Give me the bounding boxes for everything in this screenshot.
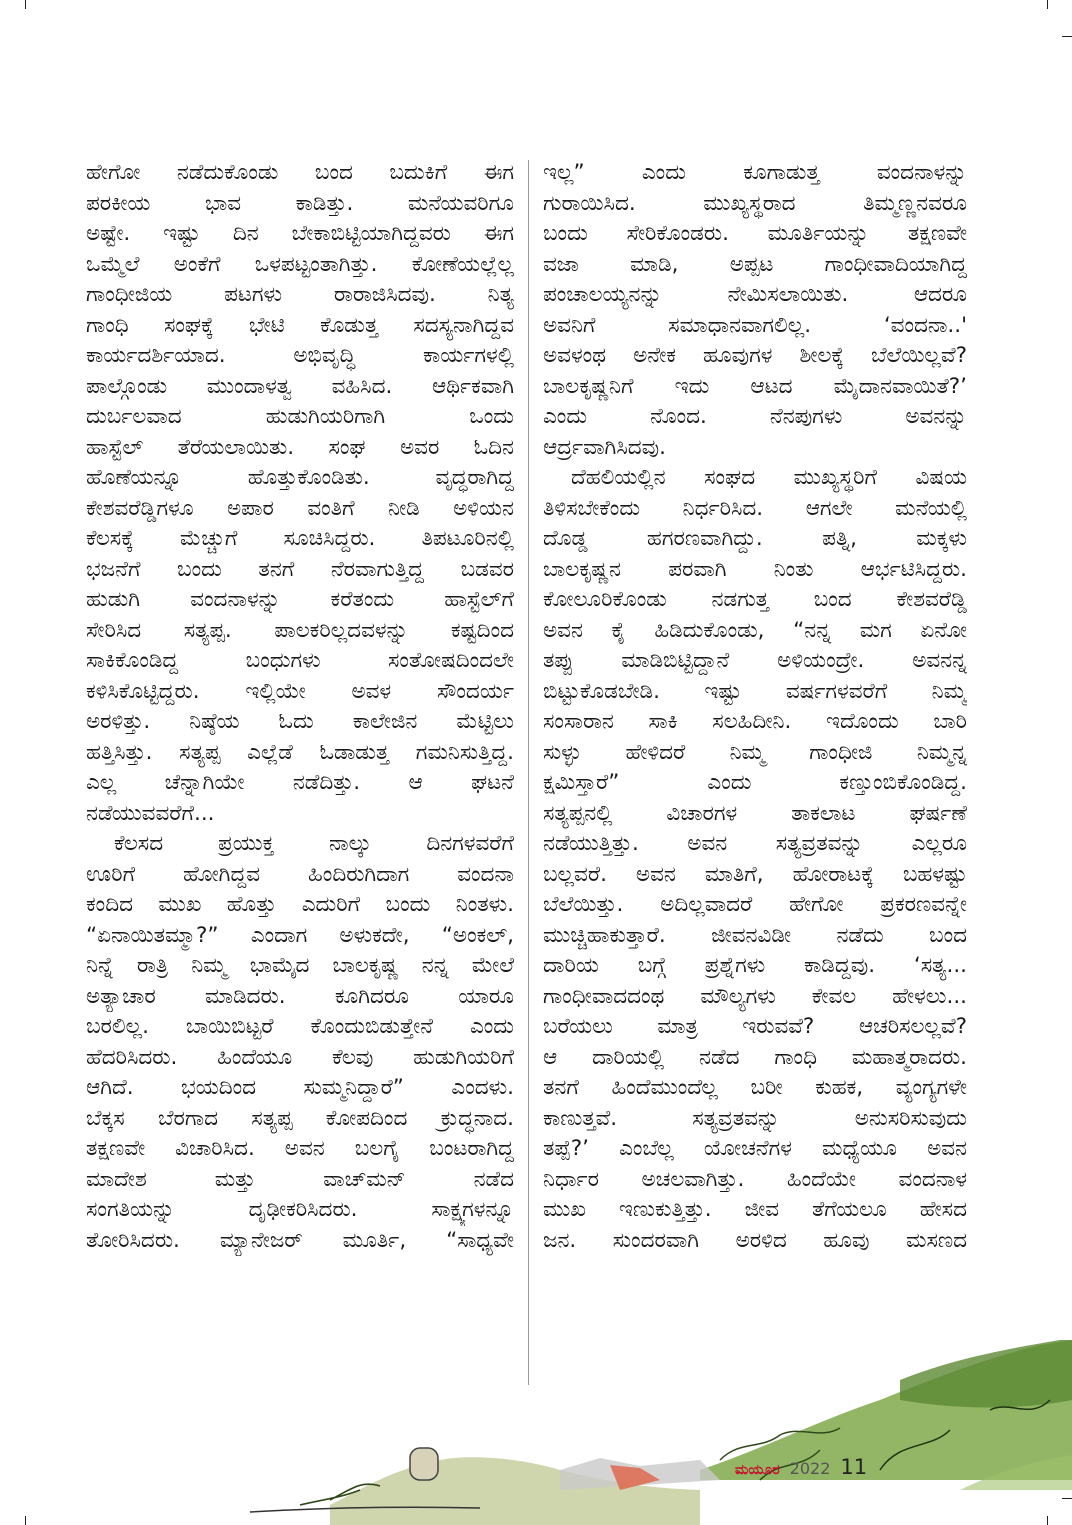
text-line: ಕಂದಿದ ಮುಖ ಹೊತ್ತು ಎದುರಿಗೆ ಬಂದು ನಿಂತಳು. — [86, 892, 514, 917]
text-line: ಅರಳಿತ್ತು. ನಿಷ್ಠೆಯ ಓದು ಕಾಲೇಜಿನ ಮೆಟ್ಟಿಲು — [86, 709, 514, 734]
text-line: ಅವಳಂಥ ಅನೇಕ ಹೂವುಗಳ ಶೀಲಕ್ಕೆ ಬೆಲೆಯಿಲ್ಲವೆ? — [543, 343, 967, 368]
text-line: ಬೆಕ್ಕಸ ಬೆರಗಾದ ಸತ್ಯಪ್ಪ ಕೋಪದಿಂದ ಕ್ರುದ್ಧನಾದ. — [86, 1105, 514, 1131]
text-line: ಹಾಸ್ಟೆಲ್ ತೆರೆಯಲಾಯಿತು. ಸಂಘ ಅವರ ಓದಿನ — [86, 434, 514, 460]
issue-date: 2022 — [789, 1459, 831, 1478]
text-line: ಹೊಣೆಯನ್ನೂ ಹೊತ್ತುಕೊಂಡಿತು. ವೃದ್ಧರಾಗಿದ್ದ — [86, 465, 514, 490]
text-line: ಪಾಲ್ಗೊಂಡು ಮುಂದಾಳತ್ವ ವಹಿಸಿದ. ಆರ್ಥಿಕವಾಗಿ — [86, 373, 514, 399]
crop-mark-top-left — [25, 0, 26, 9]
text-line: ಮುಚ್ಚಿಹಾಕುತ್ತಾರೆ. ಜೀವನವಿಡೀ ನಡೆದು ಬಂದ — [543, 922, 967, 948]
text-line: ಹೇಗೋ ನಡೆದುಕೊಂಡು ಬಂದ ಬದುಕಿಗೆ ಈಗ — [86, 160, 514, 185]
crop-mark-right — [1062, 36, 1072, 37]
text-line: ಕಳಿಸಿಕೊಟ್ಟಿದ್ದರು. ಇಲ್ಲಿಯೇ ಅವಳ ಸೌಂದರ್ಯ — [86, 678, 514, 704]
text-line: ತನಗೆ ಹಿಂದೆಮುಂದೆಲ್ಲ ಬರೀ ಕುಹಕ, ವ್ಯಂಗ್ಯಗಳೇ — [543, 1075, 967, 1100]
text-line: ಬೆಲೆಯಿತ್ತು. ಅದಿಲ್ಲವಾದರೆ ಹೇಗೋ ಪ್ರಕರಣವನ್ನೇ — [543, 892, 967, 917]
text-line: ವಜಾ ಮಾಡಿ, ಅಪ್ಪಟ ಗಾಂಧೀವಾದಿಯಾಗಿದ್ದ — [543, 251, 967, 277]
text-line: ಆರ್ದ್ರವಾಗಿಸಿದವು. — [543, 434, 666, 460]
text-line: ಸಂಸಾರಾನ ಸಾಕಿ ಸಲಹಿದೀನಿ. ಇದೊಂದು ಬಾರಿ — [543, 709, 967, 734]
text-line: ಪಂಚಾಲಯ್ಯನನ್ನು ನೇಮಿಸಲಾಯಿತು. ಆದರೂ — [543, 282, 967, 307]
text-line: ತೋರಿಸಿದರು. ಮ್ಯಾನೇಜರ್ ಮೂರ್ತಿ, “ಸಾಧ್ಯವೇ — [86, 1227, 514, 1253]
text-line: ಕೋಲೂರಿಕೊಂಡು ನಡಗುತ್ತ ಬಂದ ಕೇಶವರೆಡ್ಡಿ — [543, 587, 967, 612]
text-line: ನಡೆಯುತ್ತಿತ್ತು. ಅವನ ಸತ್ಯವ್ರತವನ್ನು ಎಲ್ಲರೂ — [543, 831, 967, 856]
text-line: ಜನ. ಸುಂದರವಾಗಿ ಅರಳಿದ ಹೂವು ಮಸಣದ — [543, 1227, 967, 1253]
crop-mark-top-right — [1047, 0, 1048, 9]
text-line: ಅತ್ಯಾಚಾರ ಮಾಡಿದರು. ಕೂಗಿದರೂ ಯಾರೂ — [86, 983, 514, 1009]
page-footer — [735, 1455, 867, 1479]
landscape-illustration — [0, 1340, 1072, 1525]
text-line: ಬಂದು ಸೇರಿಕೊಂಡರು. ಮೂರ್ತಿಯನ್ನು ತಕ್ಷಣವೇ — [543, 221, 967, 246]
text-line: ನಿರ್ಧಾರ ಅಚಲವಾಗಿತ್ತು. ಹಿಂದೆಯೇ ವಂದನಾಳ — [543, 1166, 967, 1192]
text-line: ಕ್ಷಮಿಸ್ತಾರೆ” ಎಂದು ಕಣ್ತುಂಬಿಕೊಂಡಿದ್ದ. — [543, 770, 967, 795]
text-line: ಗಾಂಧೀಜಿಯ ಪಟಗಳು ರಾರಾಜಿಸಿದವು. ನಿತ್ಯ — [86, 282, 514, 307]
text-line: ಇಲ್ಲ” ಎಂದು ಕೂಗಾಡುತ್ತ ವಂದನಾಳನ್ನು — [543, 160, 967, 185]
text-line: ಸೇರಿಸಿದ ಸತ್ಯಪ್ಪ. ಪಾಲಕರಿಲ್ಲದವಳನ್ನು ಕಷ್ಟದಿಂದ — [86, 617, 514, 643]
text-line: ತಿಳಿಸಬೇಕೆಂದು ನಿರ್ಧರಿಸಿದ. ಆಗಲೇ ಮನೆಯಲ್ಲಿ — [543, 495, 967, 521]
text-line: ಗಾಂಧಿ ಸಂಘಕ್ಕೆ ಭೇಟಿ ಕೊಡುತ್ತ ಸದಸ್ಯನಾಗಿದ್ದವ — [86, 312, 514, 338]
text-line: “ಏನಾಯಿತಮ್ಮಾ?” ಎಂದಾಗ ಅಳುಕದೇ, “ಅಂಕಲ್, — [86, 922, 514, 948]
text-line: ಅವನ ಕೈ ಹಿಡಿದುಕೊಂಡು, “ನನ್ನ ಮಗ ಏನೋ — [543, 617, 967, 643]
text-line: ಬಿಟ್ಟುಕೊಡಬೇಡಿ. ಇಷ್ಟು ವರ್ಷಗಳವರೆಗೆ ನಿಮ್ಮ — [543, 678, 967, 704]
text-line: ದೆಹಲಿಯಲ್ಲಿನ ಸಂಘದ ಮುಖ್ಯಸ್ಥರಿಗೆ ವಿಷಯ — [571, 465, 967, 490]
text-line: ಕೇಶವರೆಡ್ಡಿಗಳೂ ಅಪಾರ ವಂತಿಗೆ ನೀಡಿ ಅಳಿಯನ — [86, 495, 514, 521]
text-line: ಅವನಿಗೆ ಸಮಾಧಾನವಾಗಲಿಲ್ಲ. ‘ವಂದನಾ..' — [543, 312, 967, 338]
right-text-column — [543, 158, 967, 1256]
magazine-name: ಮಯೂರ — [735, 1462, 780, 1478]
text-line: ಒಮ್ಮೆಲೆ ಅಂಕೆಗೆ ಒಳಪಟ್ಟಂತಾಗಿತ್ತು. ಕೋಣೆಯಲ್ಲೆಲ್ಲ — [86, 251, 514, 277]
text-line: ಸಂಗತಿಯನ್ನು ದೃಢೀಕರಿಸಿದರು. ಸಾಕ್ಷ್ಯಗಳನ್ನೂ — [86, 1197, 514, 1222]
text-line: ಕೆಲಸಕ್ಕೆ ಮೆಚ್ಚುಗೆ ಸೂಚಿಸಿದ್ದರು. ತಿಪಟೂರಿನಲ್ಲಿ — [86, 526, 514, 551]
text-line: ತಪ್ಪು ಮಾಡಿಬಿಟ್ಟಿದ್ದಾನೆ ಅಳಿಯಂದ್ರೇ. ಅವನನ್ನ — [543, 648, 967, 673]
text-line: ಗುರಾಯಿಸಿದ. ಮುಖ್ಯಸ್ಥರಾದ ತಿಮ್ಮಣ್ಣನವರೂ — [543, 190, 967, 216]
text-line: ನಡೆಯುವವರೆಗೆ... — [86, 800, 215, 826]
text-line: ಮುಖ ಇಣುಕುತ್ತಿತ್ತು. ಜೀವ ತೆಗೆಯಲೂ ಹೇಸದ — [543, 1197, 967, 1222]
left-text-column — [86, 158, 514, 1256]
column-divider — [528, 160, 529, 1385]
text-line: ಬರಲಿಲ್ಲ. ಬಾಯಿಬಿಟ್ಟರೆ ಕೊಂದುಬಿಡುತ್ತೇನೆ ಎಂದು — [86, 1014, 514, 1039]
text-line: ತಕ್ಷಣವೇ ವಿಚಾರಿಸಿದ. ಅವನ ಬಲಗೈ ಬಂಟರಾಗಿದ್ದ — [86, 1136, 514, 1161]
text-line: ಭಜನೆಗೆ ಬಂದು ತನಗೆ ನೆರವಾಗುತ್ತಿದ್ದ ಬಡವರ — [86, 556, 514, 582]
text-line: ಹೆದರಿಸಿದರು. ಹಿಂದೆಯೂ ಕೆಲವು ಹುಡುಗಿಯರಿಗೆ — [86, 1044, 514, 1070]
text-line: ಊರಿಗೆ ಹೋಗಿದ್ದವ ಹಿಂದಿರುಗಿದಾಗ ವಂದನಾ — [86, 861, 514, 887]
text-line: ಆಗಿದೆ. ಭಯದಿಂದ ಸುಮ್ಮನಿದ್ದಾರೆ” ಎಂದಳು. — [86, 1075, 514, 1100]
text-line: ದಾರಿಯ ಬಗ್ಗೆ ಪ್ರಶ್ನೆಗಳು ಕಾಡಿದ್ದವು. ‘ಸತ್ಯ... — [543, 953, 967, 978]
text-line: ಬಲ್ಲವರೆ. ಅವನ ಮಾತಿಗೆ, ಹೋರಾಟಕ್ಕೆ ಬಹಳಷ್ಟು — [543, 861, 967, 887]
text-line: ಕೆಲಸದ ಪ್ರಯುಕ್ತ ನಾಲ್ಕು ದಿನಗಳವರೆಗೆ — [114, 831, 514, 856]
text-line: ಸಾಕಿಕೊಂಡಿದ್ದ ಬಂಧುಗಳು ಸಂತೋಷದಿಂದಲೇ — [86, 648, 514, 673]
text-line: ಕಾರ್ಯದರ್ಶಿಯಾದ. ಅಭಿವೃದ್ಧಿ ಕಾರ್ಯಗಳಲ್ಲಿ — [86, 343, 514, 368]
text-line: ನಿನ್ನೆ ರಾತ್ರಿ ನಿಮ್ಮ ಭಾಮೈದ ಬಾಲಕೃಷ್ಣ ನನ್ನ ಮೇಲೆ — [86, 953, 514, 978]
text-line: ಬಾಲಕೃಷ್ಣನ ಪರವಾಗಿ ನಿಂತು ಆರ್ಭಟಿಸಿದ್ದರು. — [543, 556, 967, 582]
page-number: 11 — [840, 1455, 868, 1479]
text-line: ಮಾದೇಶ ಮತ್ತು ವಾಚ್‌ಮನ್ ನಡೆದ — [86, 1166, 514, 1192]
text-line: ಬಾಲಕೃಷ್ಣನಿಗೆ ಇದು ಆಟದ ಮೈದಾನವಾಯಿತೆ?’ — [543, 373, 967, 399]
text-line: ಸುಳ್ಳು ಹೇಳಿದರೆ ನಿಮ್ಮ ಗಾಂಧೀಜಿ ನಿಮ್ಮನ್ನ — [543, 739, 967, 765]
text-line: ಎಲ್ಲ ಚೆನ್ನಾಗಿಯೇ ನಡೆದಿತ್ತು. ಆ ಘಟನೆ — [86, 770, 514, 795]
text-line: ಕಾಣುತ್ತವೆ. ಸತ್ಯವ್ರತವನ್ನು ಅನುಸರಿಸುವುದು — [543, 1105, 967, 1131]
text-line: ಆ ದಾರಿಯಲ್ಲಿ ನಡೆದ ಗಾಂಧಿ ಮಹಾತ್ಮರಾದರು. — [543, 1044, 967, 1070]
text-line: ಸತ್ಯಪ್ಪನಲ್ಲಿ ವಿಚಾರಗಳ ತಾಕಲಾಟ ಘರ್ಷಣೆ — [543, 800, 967, 826]
text-line: ಅಷ್ಟೇ. ಇಷ್ಟು ದಿನ ಬೇಕಾಬಿಟ್ಟಿಯಾಗಿದ್ದವರು ಈಗ — [86, 221, 514, 246]
text-line: ಹತ್ತಿಸಿತ್ತು. ಸತ್ಯಪ್ಪ ಎಲ್ಲೆಡೆ ಓಡಾಡುತ್ತ ಗಮನಿಸುತ್ತಿದ್ದ. — [86, 739, 514, 765]
text-line: ಹುಡುಗಿ ವಂದನಾಳನ್ನು ಕರೆತಂದು ಹಾಸ್ಟೆಲ್‌ಗೆ — [86, 587, 514, 612]
text-line: ಬರೆಯಲು ಮಾತ್ರ ಇರುವವೆ? ಆಚರಿಸಲಲ್ಲವೆ? — [543, 1014, 967, 1039]
text-line: ದೊಡ್ಡ ಹಗರಣವಾಗಿದ್ದು. ಪತ್ನಿ, ಮಕ್ಕಳು — [543, 526, 967, 551]
text-line: ಗಾಂಧೀವಾದದಂಥ ಮೌಲ್ಯಗಳು ಕೇವಲ ಹೇಳಲು... — [543, 983, 967, 1009]
text-line: ಎಂದು ನೊಂದ. ನೆನಪುಗಳು ಅವನನ್ನು — [543, 404, 967, 429]
text-line: ಪರಕೀಯ ಭಾವ ಕಾಡಿತ್ತು. ಮನೆಯವರಿಗೂ — [86, 190, 514, 216]
text-line: ದುರ್ಬಲವಾದ ಹುಡುಗಿಯರಿಗಾಗಿ ಒಂದು — [86, 404, 514, 429]
text-line: ತಪ್ಪೆ?’ ಎಂಬೆಲ್ಲ ಯೋಚನೆಗಳ ಮಧ್ಯೆಯೂ ಅವನ — [543, 1136, 967, 1161]
